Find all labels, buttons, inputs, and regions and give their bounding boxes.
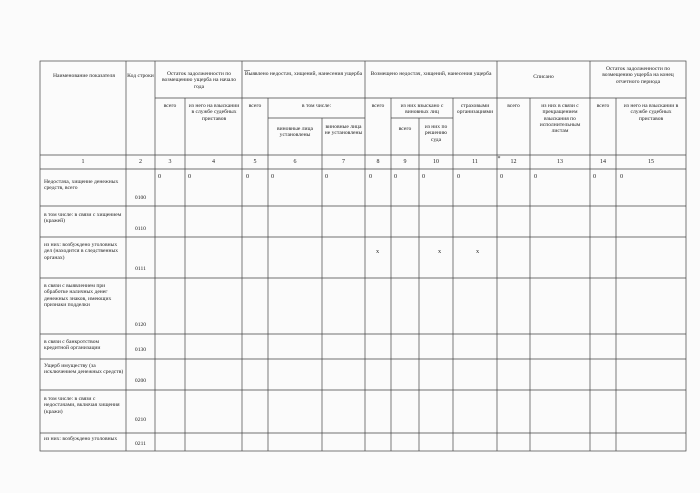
header-detected-incl: в том числе: [301,103,332,109]
cell-value: 0 [593,173,597,180]
header-start-bailiffs: из него на взыскании в службе судебных приставов [188,103,240,122]
col-number: 6 [293,159,297,165]
row-label: из них: возбуждено уголовных дел (находится в следственных органах) [44,242,119,261]
row-label: в том числе: в связи с недостачами, включая хищения (кражи) [44,396,120,415]
col-number: 5 [253,159,257,165]
header-comp-from-guilty: из них взыскано с виновных лиц [400,103,444,116]
row-label: Ущерб имуществу (за исключением денежных средств) [44,363,124,376]
header-code: Код строки [127,73,154,79]
col-number: 10 [433,159,439,165]
header-comp-from-guilty-total: всего [398,126,412,132]
header-end-balance: Остаток задолженности по возмещению ущерба на конец отчетного периода [602,66,674,85]
header-comp-insurance: страховыми организациями [456,103,494,116]
cell-value: 0 [246,173,250,180]
cell-value: 0 [158,173,162,180]
cell-value: 0 [271,173,275,180]
row-label: в связи с выявлением при обработке наличных денег денежных знаков, имеющих признаки подделки [44,283,112,308]
header-start-total: всего [163,103,177,109]
col-number: 13 [557,159,563,165]
cell-x-mark: x [476,248,480,255]
row-code: 0210 [134,417,147,423]
row-code: 0100 [134,195,147,201]
cell-x-mark: x [376,248,380,255]
stray-mark: * [497,156,501,162]
row-code: 0110 [135,226,146,232]
header-comp-court: из них по решению суда [424,124,448,143]
col-number: 2 [139,159,142,165]
cell-value: 0 [188,173,192,180]
cell-value: 0 [369,173,373,180]
col-number: 1 [81,159,85,165]
header-detected-total: всего [248,103,262,109]
row-label: в связи с банкротством кредитной организации [44,339,101,352]
cell-value: 0 [534,173,538,180]
header-end-bailiffs: из него на взыскании в службе судебных приставов [623,103,679,122]
cell-value: 0 [457,173,461,180]
col-number: 7 [342,159,345,165]
header-name: Наименование показателя [53,73,115,79]
col-number: 15 [648,159,654,165]
header-end-total: всего [596,103,610,109]
row-label: Недостача, хищение денежных средств, всего [44,179,119,192]
col-number: 9 [403,159,407,165]
row-code: 0120 [134,322,147,328]
cell-x-mark: x [438,248,442,255]
row-code: 0211 [135,441,146,447]
header-wo-total: всего [507,103,520,109]
row-code: 0200 [134,378,147,384]
cell-value: 0 [394,173,398,180]
cell-value: 0 [325,173,329,180]
header-detected: Выявлено недостач, хищений, нанесения ущерба [244,71,363,77]
cell-value: 0 [620,173,624,180]
header-compensated: Возмещено недостач, хищений, нанесения ущерба [370,71,492,77]
row-label: в том числе: в связи с хищением (кражей) [44,212,122,225]
header-comp-total: всего [371,103,385,109]
col-number: 4 [212,159,215,165]
row-label: из них: возбуждено уголовных [44,436,118,442]
cell-value: 0 [500,173,504,180]
row-code: 0111 [135,266,146,272]
header-wo-stopped: из них в связи с прекращением взыскания по исполнительным листам [539,103,581,135]
cell-value: 0 [422,173,426,180]
header-guilty-not-found: виновные лица не установлены [324,124,363,137]
col-number: 14 [600,159,606,165]
col-number: 11 [472,159,478,165]
col-number: 8 [376,159,380,165]
row-code: 0130 [134,347,147,353]
header-start-balance: Остаток задолженности по возмещению ущерба на начало года [161,71,237,90]
col-number: 3 [168,159,172,165]
col-number: 12 [510,159,517,165]
header-written-off: Списано [533,74,554,80]
header-guilty-found: виновные лица установлены [277,126,313,139]
